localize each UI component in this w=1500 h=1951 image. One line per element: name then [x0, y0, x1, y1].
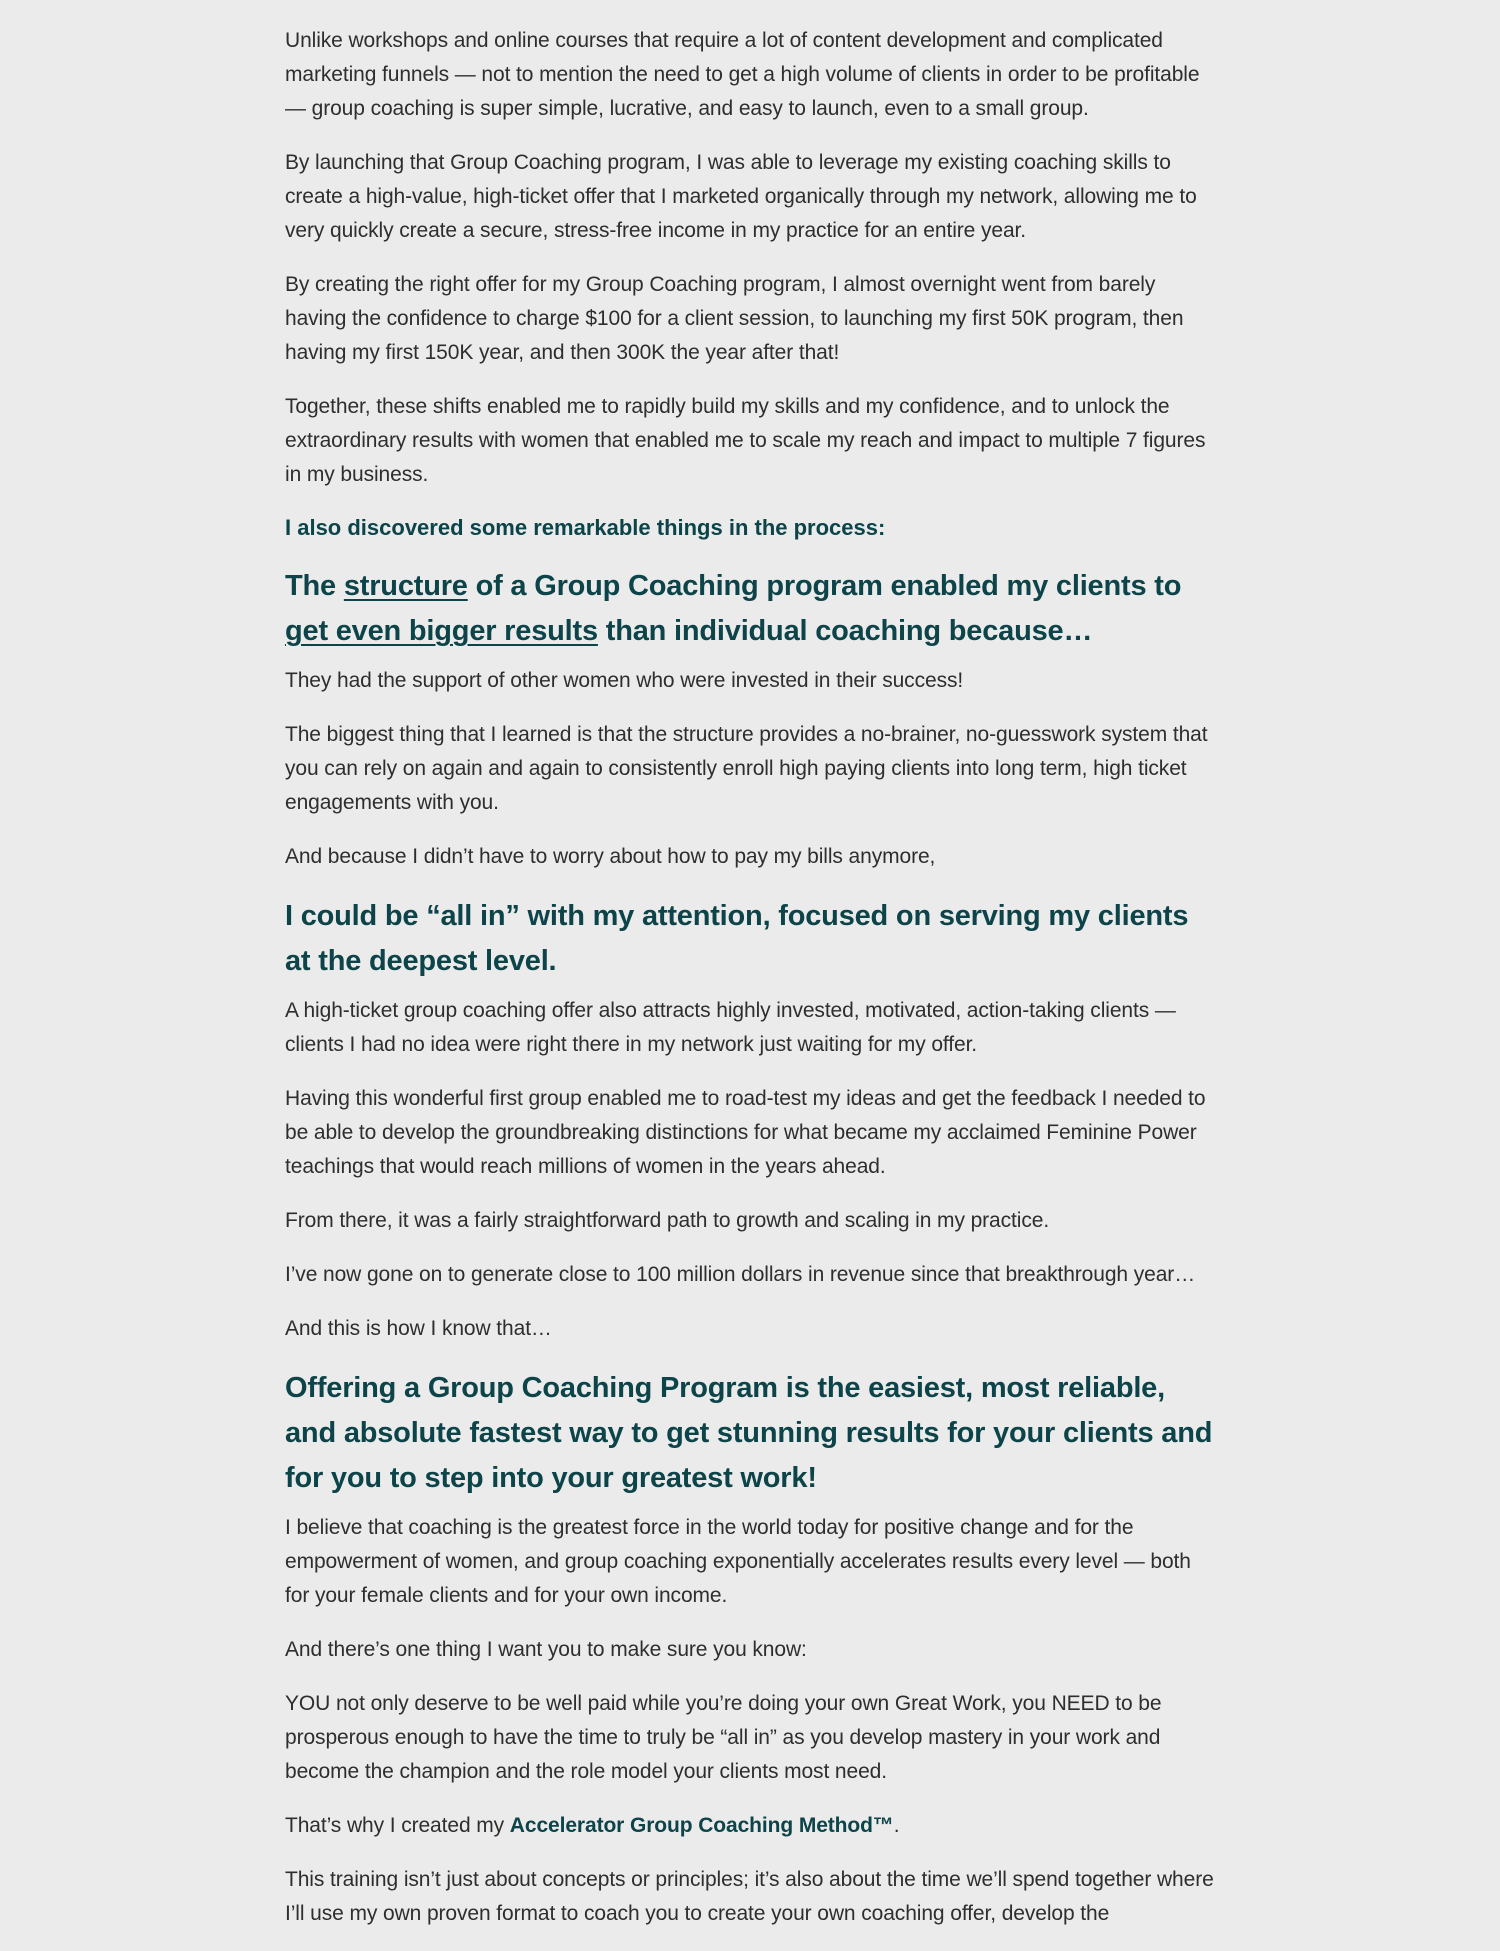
article-content: [285, 24, 1215, 1951]
heading-text: than individual coaching because…: [597, 615, 1093, 647]
paragraph: From there, it was a fairly straightforward path to growth and scaling in my practice.: [285, 1209, 1050, 1232]
section-heading-all-in: I could be “all in” with my attention, focused on serving my clients at the deepest level.: [285, 900, 1189, 977]
bigger-results-link[interactable]: get even bigger results: [285, 615, 598, 647]
paragraph: Having this wonderful first group enabled me to road-test my ideas and get the feedback I needed to be able to develop the groundbreaking distinctions for what became my acclaimed Feminine Power teachings that would reach millions of women in the years ahead.: [285, 1087, 1206, 1178]
paragraph: The biggest thing that I learned is that the structure provides a no-brainer, no-guesswork system that you can rely on again and again to consistently enroll high paying clients into long term, high ticket engagements with you.: [285, 723, 1208, 814]
paragraph: And because I didn’t have to worry about how to pay my bills anymore,: [285, 845, 936, 868]
paragraph: And there’s one thing I want you to make sure you know:: [285, 1638, 807, 1661]
heading-text: The: [285, 570, 344, 602]
paragraph: They had the support of other women who were invested in their success!: [285, 669, 964, 692]
paragraph: YOU not only deserve to be well paid while you’re doing your own Great Work, you NEED to be prosperous enough to have the time to truly be “all in” as you develop mastery in your work and become the champion and the role model your clients most need.: [285, 1692, 1162, 1783]
lead-in-text: I also discovered some remarkable things in the process:: [285, 515, 886, 540]
paragraph: And this is how I know that…: [285, 1317, 552, 1340]
paragraph-text: .: [893, 1814, 900, 1837]
paragraph: I believe that coaching is the greatest force in the world today for positive change and for the empowerment of women, and group coaching exponentially accelerates results every level — both for your female clients and for your own income.: [285, 1516, 1191, 1607]
structure-link[interactable]: structure: [343, 570, 468, 602]
paragraph: By creating the right offer for my Group Coaching program, I almost overnight went from barely having the confidence to charge $100 for a client session, to launching my first 50K program, then having my first 150K year, and then 300K the year after that!: [285, 273, 1184, 364]
paragraph: By launching that Group Coaching program, I was able to leverage my existing coaching skills to create a high-value, high-ticket offer that I marketed organically through my network, allowing me to very quickly create a secure, stress-free income in my practice for an entire year.: [285, 151, 1197, 242]
program-name: Accelerator Group Coaching Method™: [509, 1814, 894, 1837]
paragraph: This training isn’t just about concepts or principles; it’s also about the time we’ll spend together where I’ll use my own proven format to coach you to create your own coaching offer, develop the: [285, 1868, 1214, 1925]
heading-text: of a Group Coaching program enabled my clients to: [467, 570, 1182, 602]
paragraph-accelerator: [285, 1809, 1215, 1843]
paragraph: A high-ticket group coaching offer also attracts highly invested, motivated, action-taking clients — clients I had no idea were right there in my network just waiting for my offer.: [285, 999, 1176, 1056]
paragraph-text: That’s why I created my: [285, 1814, 510, 1837]
paragraph: Unlike workshops and online courses that require a lot of content development and complicated marketing funnels — not to mention the need to get a high volume of clients in order to be profitable — group coaching is super simple, lucrative, and easy to launch, even to a small group.: [285, 29, 1200, 120]
paragraph: I’ve now gone on to generate close to 100 million dollars in revenue since that breakthrough year…: [285, 1263, 1196, 1286]
section-heading-offering: Offering a Group Coaching Program is the easiest, most reliable, and absolute fastest way to get stunning results for your clients and for you to step into your greatest work!: [285, 1372, 1213, 1494]
paragraph: Together, these shifts enabled me to rapidly build my skills and my confidence, and to unlock the extraordinary results with women that enabled me to scale my reach and impact to multiple 7 figures in my business.: [285, 395, 1206, 486]
section-heading-structure: [285, 564, 1215, 654]
